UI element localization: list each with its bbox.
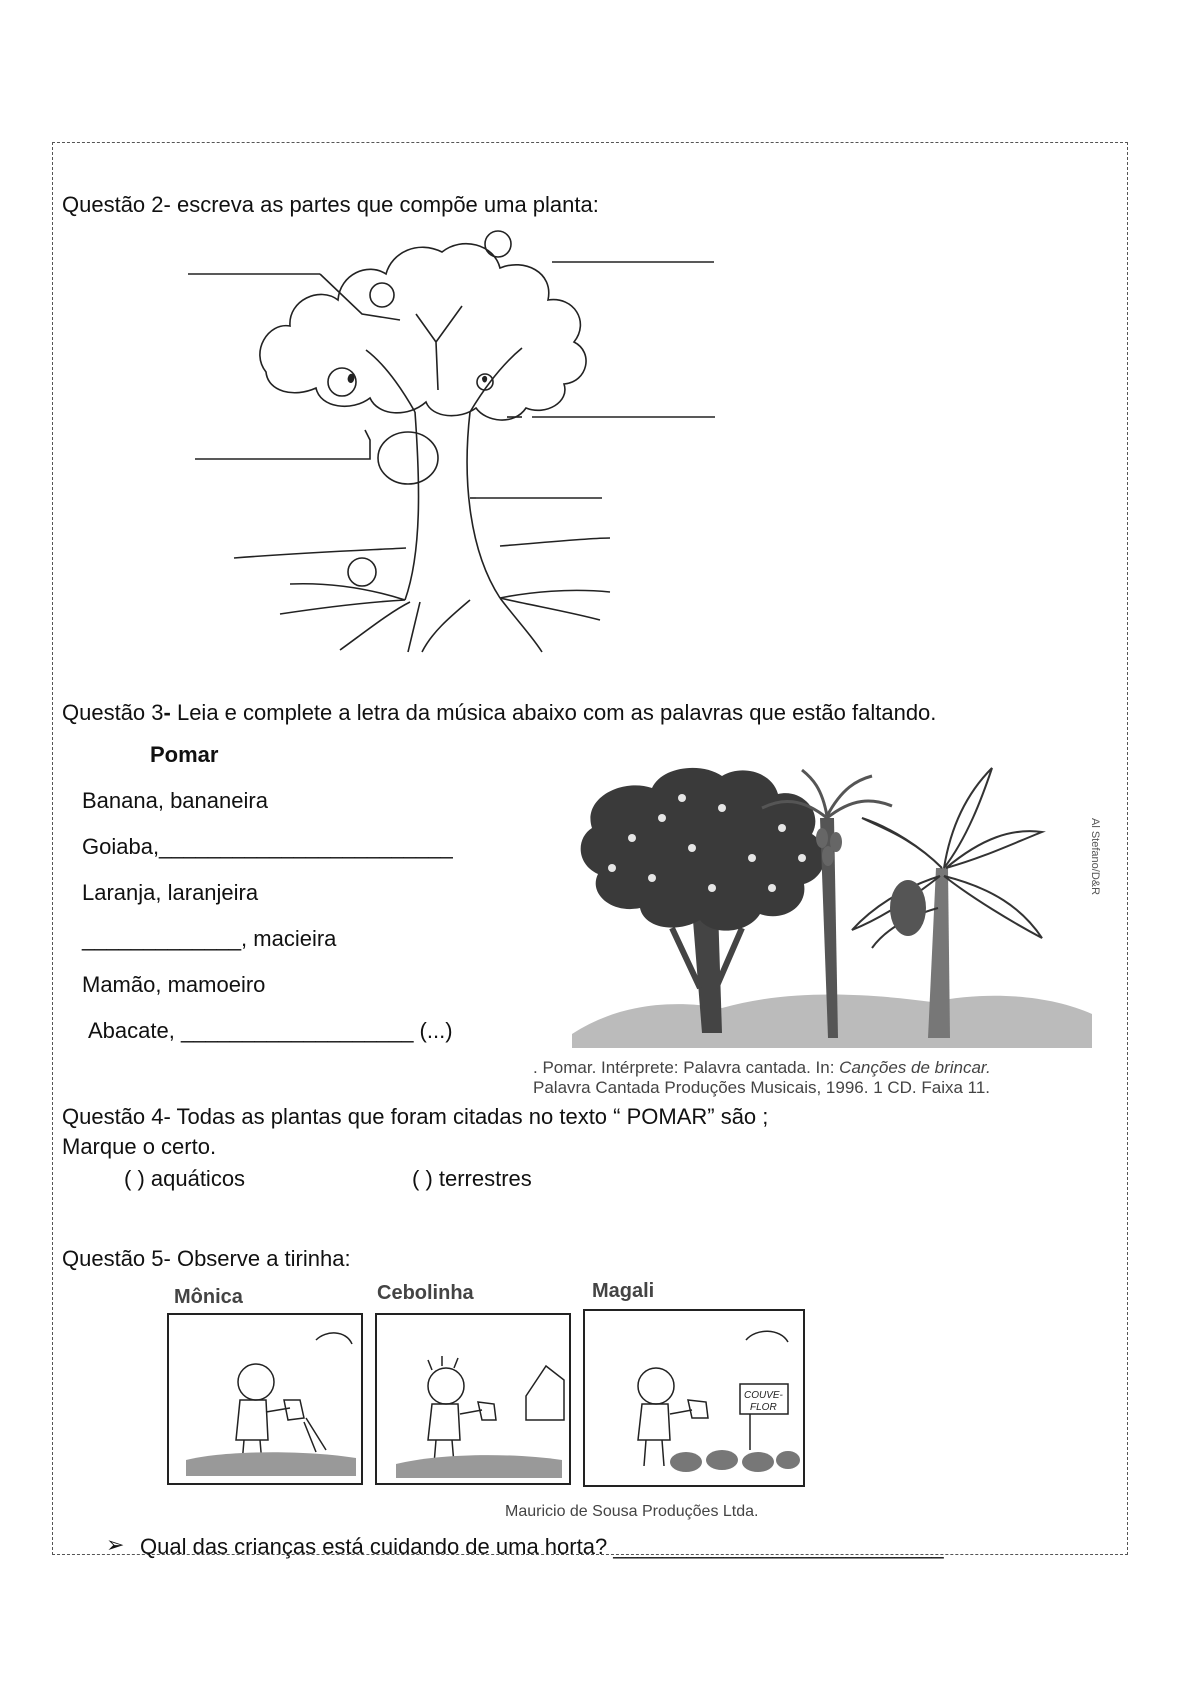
- question-4-instruction: Marque o certo.: [62, 1134, 217, 1159]
- comic-strip: [166, 1300, 842, 1500]
- song-line-6: Abacate, ___________________ (...): [88, 1018, 453, 1043]
- song-source-line-2: Palavra Cantada Produções Musicais, 1996. 1 CD. Faixa 11.: [533, 1078, 991, 1097]
- song-line-5: Mamão, mamoeiro: [82, 972, 266, 997]
- sign-line-2: FLOR: [750, 1402, 777, 1413]
- option-aquaticos[interactable]: ( ) aquáticos: [124, 1166, 246, 1191]
- circle-root: [348, 558, 376, 586]
- circle-flower: [370, 283, 394, 307]
- song-line-3: Laranja, laranjeira: [82, 880, 259, 905]
- panel-label-magali: Magali: [592, 1280, 655, 1302]
- circle-fruit-top: [485, 231, 511, 257]
- comic-credit: Mauricio de Sousa Produções Ltda.: [505, 1503, 759, 1520]
- orchard-illustration: [572, 758, 1101, 1048]
- question-4-heading: Questão 4- Todas as plantas que foram citadas no texto “ POMAR” são ;: [62, 1104, 769, 1129]
- question-5-heading: Questão 5- Observe a tirinha:: [62, 1246, 351, 1271]
- song-line-2: Goiaba,________________________: [82, 834, 453, 859]
- image-credit: Al Stefano/D&R: [1089, 818, 1101, 896]
- circle-trunk: [378, 432, 438, 484]
- sign-line-1: COUVE-: [744, 1390, 783, 1401]
- panel-label-monica: Mônica: [174, 1286, 243, 1308]
- panel-label-cebolinha: Cebolinha: [377, 1282, 474, 1304]
- question-5-bullet: ➢: [106, 1532, 125, 1557]
- song-line-1: Banana, bananeira: [82, 788, 268, 813]
- song-title: Pomar: [150, 742, 219, 767]
- option-terrestres[interactable]: ( ) terrestres: [412, 1166, 532, 1191]
- question-5-prompt: Qual das crianças está cuidando de uma horta? ___________________________: [140, 1534, 944, 1559]
- question-2-heading: Questão 2- escreva as partes que compõe uma planta:: [62, 192, 599, 217]
- song-source-line-1: . Pomar. Intérprete: Palavra cantada. In: Canções de brincar.: [533, 1058, 991, 1077]
- tree-diagram: [170, 222, 730, 658]
- question-3-heading: Questão 3- Leia e complete a letra da música abaixo com as palavras que estão faltando.: [62, 700, 937, 725]
- song-line-4: _____________, macieira: [82, 926, 337, 951]
